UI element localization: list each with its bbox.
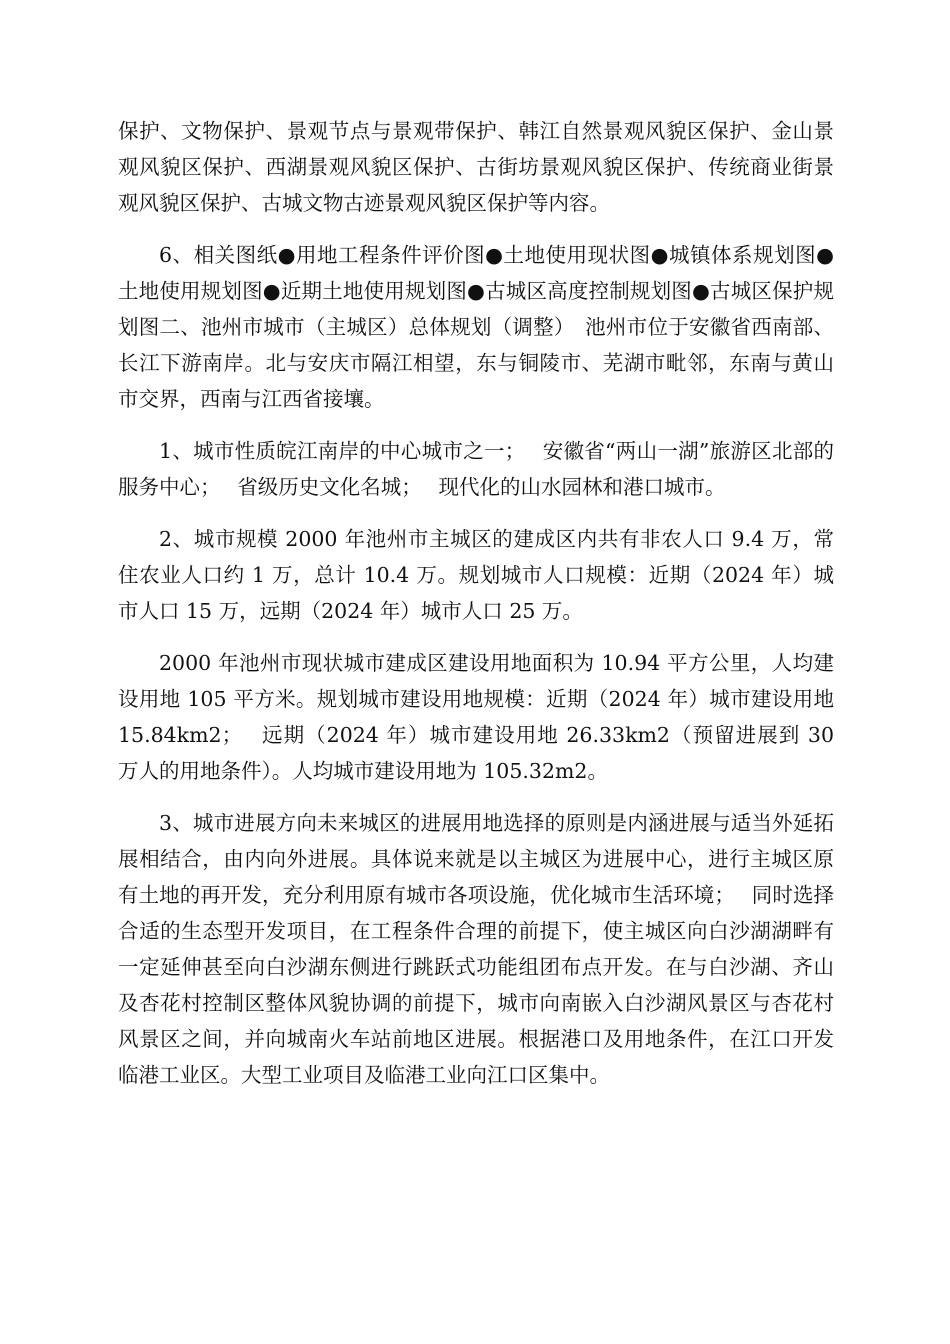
paragraph-related-drawings: 6、相关图纸●用地工程条件评价图●土地使用现状图●城镇体系规划图●土地使用规划图●近期土地使用规划图●古城区高度控制规划图●古城区保护规划图二、池州市城市（主城区）总体规划（调整） 池州市位于安徽省西南部、长江下游南岸。北与安庆市隔江相望，东与铜陵市、芜湖市毗邻，东南与黄山市交界，西南与江西省接壤。 [118,243,834,411]
paragraph-city-scale: 2、城市规模 2000 年池州市主城区的建成区内共有非农人口 9.4 万，常住农业人口约 1 万，总计 10.4 万。规划城市人口规模：近期（2024 年）城市人口 15 万，远期（2024 年）城市人口 25 万。 [118,527,834,623]
paragraph-city-nature: 1、城市性质皖江南岸的中心城市之一； 安徽省“两山一湖”旅游区北部的服务中心； 省级历史文化名城； 现代化的山水园林和港口城市。 [118,439,834,499]
paragraph-land-use: 2000 年池州市现状城市建成区建设用地面积为 10.94 平方公里，人均建设用地 105 平方米。规划城市建设用地规模：近期（2024 年）城市建设用地 15.84km2； 远期（2024 年）城市建设用地 26.33km2（预留进展到 30 万人的用地条件）。人均城市建设用地为 105.32m2。 [118,651,841,783]
document-body [118,113,841,1109]
paragraph-development-direction: 3、城市进展方向未来城区的进展用地选择的原则是内涵进展与适当外延拓展相结合，由内向外进展。具体说来就是以主城区为进展中心，进行主城区原有土地的再开发，充分利用原有城市各项设施，优化城市生活环境； 同时选择合适的生态型开发项目，在工程条件合理的前提下，使主城区向白沙湖湖畔有一定延伸甚至向白沙湖东侧进行跳跃式功能组团布点开发。在与白沙湖、齐山及杏花村控制区整体风貌协调的前提下，城市向南嵌入白沙湖风景区与杏花村风景区之间，并向城南火车站前地区进展。根据港口及用地条件，在江口开发临港工业区。大型工业项目及临港工业向江口区集中。 [118,811,834,1087]
paragraph-protection-list: 保护、文物保护、景观节点与景观带保护、韩江自然景观风貌区保护、金山景观风貌区保护、西湖景观风貌区保护、古街坊景观风貌区保护、传统商业街景观风貌区保护、古城文物古迹景观风貌区保护等内容。 [118,119,834,215]
